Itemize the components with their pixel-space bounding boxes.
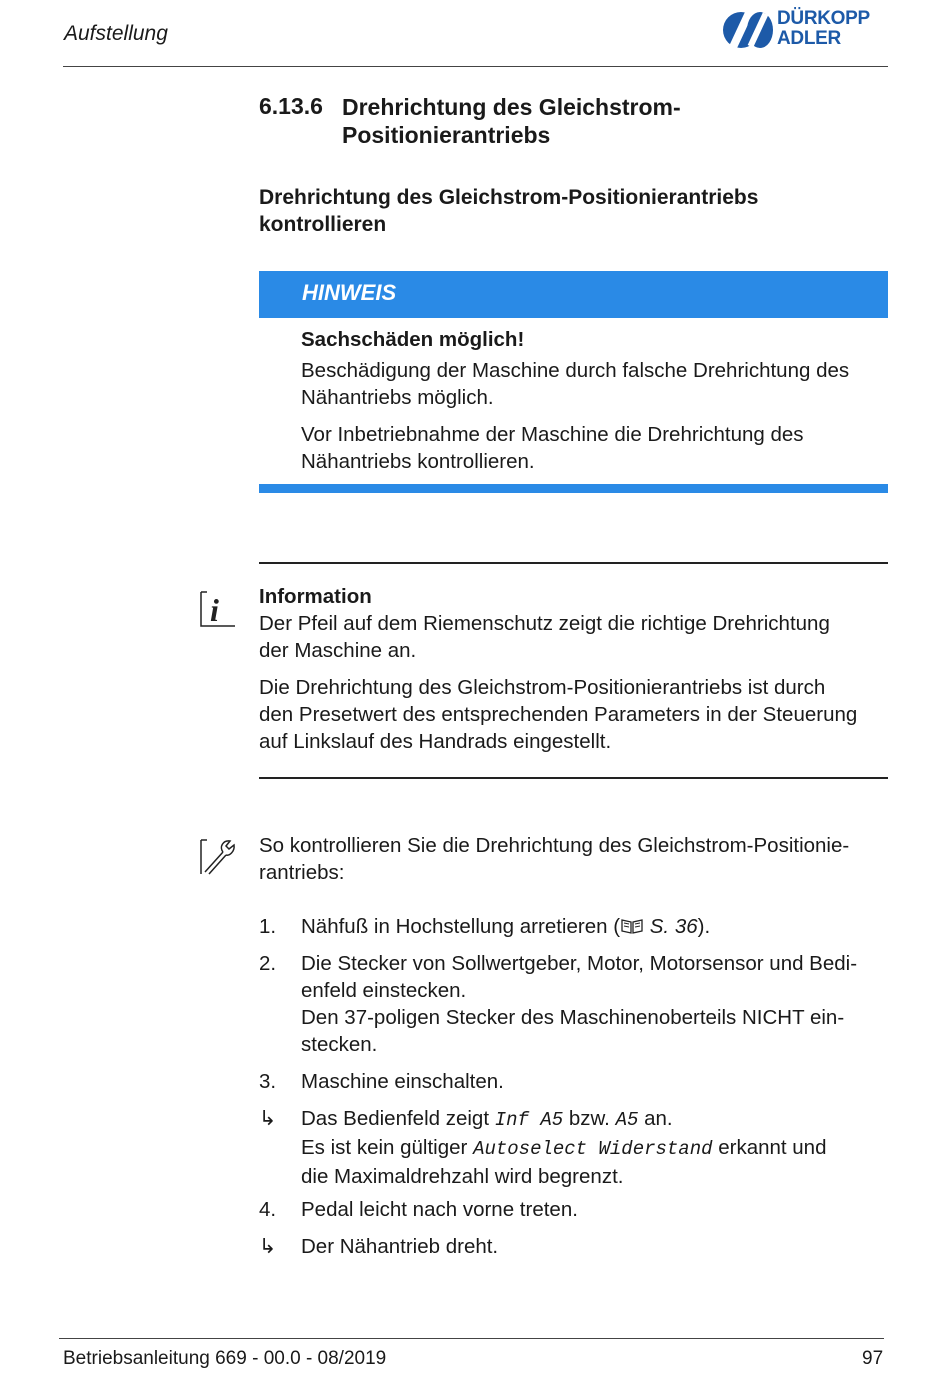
section-title-line2: Positionierantriebs — [342, 122, 551, 148]
info-top-rule — [259, 562, 888, 564]
step-3-number: 3. — [259, 1070, 277, 1093]
step-4-text: Pedal leicht nach vorne treten. — [301, 1198, 578, 1221]
information-body — [259, 583, 889, 765]
r1-pre: Das Bedienfeld zeigt — [301, 1107, 495, 1130]
information-title: Information — [259, 585, 372, 608]
subheading — [259, 184, 879, 238]
intro-line2: rantriebs: — [259, 861, 345, 884]
subheading-line1: Drehrichtung des Gleichstrom-Positionierantriebs — [259, 186, 759, 209]
step-1-end: ). — [697, 915, 711, 938]
r1-l3: die Maximaldrehzahl wird begrenzt. — [301, 1165, 624, 1188]
book-icon — [620, 917, 644, 935]
intro-line1: So kontrollieren Sie die Drehrichtung des Gleichstrom-Positionie- — [259, 834, 850, 857]
r1-mid: bzw. — [563, 1107, 616, 1130]
step-2-text — [301, 950, 891, 1058]
footer-rule — [59, 1338, 884, 1339]
notice-p2-l2: Nähantriebs kontrollieren. — [301, 450, 535, 473]
subheading-line2: kontrollieren — [259, 213, 387, 236]
result-2-text: Der Nähantrieb dreht. — [301, 1235, 499, 1258]
result-arrow-icon: ↳ — [259, 1235, 277, 1258]
result-1-text — [301, 1105, 891, 1190]
r1-l2-pre: Es ist kein gültiger — [301, 1136, 474, 1159]
section-number: 6.13.6 — [259, 93, 323, 119]
header-rule — [63, 66, 888, 67]
step-3-text: Maschine einschalten. — [301, 1070, 504, 1093]
notice-p2-l1: Vor Inbetriebnahme der Maschine die Drehrichtung des — [301, 423, 804, 446]
info-p1-l2: der Maschine an. — [259, 639, 417, 662]
info-p1-l1: Der Pfeil auf dem Riemenschutz zeigt die richtige Drehrichtung — [259, 612, 830, 635]
svg-text:i: i — [210, 592, 219, 628]
instructions-intro — [259, 832, 889, 886]
notice-body — [301, 326, 891, 485]
page-number: 97 — [862, 1348, 884, 1369]
step-2-l1: Die Stecker von Sollwertgeber, Motor, Motorsensor und Bedi- — [301, 952, 858, 975]
result-arrow-icon: ↳ — [259, 1107, 277, 1130]
display-code-3: Autoselect Widerstand — [473, 1138, 713, 1160]
notice-warning: Sachschäden möglich! — [301, 328, 525, 351]
info-p2-l3: auf Linkslauf des Handrads eingestellt. — [259, 730, 612, 753]
logo-text-line2: ADLER — [777, 28, 841, 49]
footer-document-id: Betriebsanleitung 669 - 00.0 - 08/2019 — [63, 1348, 387, 1369]
section-title — [342, 93, 772, 149]
section-title-line1: Drehrichtung des Gleichstrom- — [342, 94, 681, 120]
notice-paragraph-2 — [301, 421, 891, 475]
step-1-main: Nähfuß in Hochstellung arretieren ( — [301, 915, 621, 938]
running-header: Aufstellung — [64, 22, 168, 45]
notice-bottom-bar — [259, 484, 888, 493]
display-code-2: A5 — [615, 1109, 639, 1131]
step-2-number: 2. — [259, 952, 277, 975]
logo-mark-icon — [722, 10, 774, 50]
wrench-icon — [199, 838, 237, 876]
information-paragraph-2 — [259, 674, 889, 755]
step-2-l2: enfeld einstecken. — [301, 979, 467, 1002]
brand-logo — [722, 8, 892, 52]
r1-l2-post: erkannt und — [712, 1136, 827, 1159]
step-4-number: 4. — [259, 1198, 277, 1221]
notice-p1-l2: Nähantriebs möglich. — [301, 386, 494, 409]
page-reference-link[interactable]: S. 36 — [649, 915, 698, 938]
step-1-number: 1. — [259, 915, 277, 938]
notice-p1-l1: Beschädigung der Maschine durch falsche Drehrichtung des — [301, 359, 850, 382]
info-p2-l1: Die Drehrichtung des Gleichstrom-Positionierantriebs ist durch — [259, 676, 826, 699]
info-icon — [199, 590, 237, 628]
logo-text-line1: DÜRKOPP — [777, 8, 870, 29]
info-bottom-rule — [259, 777, 888, 779]
notice-paragraph-1 — [301, 357, 891, 411]
info-p2-l2: den Presetwert des entsprechenden Parameters in der Steuerung — [259, 703, 858, 726]
information-paragraph-1 — [259, 610, 889, 664]
step-2-l4: stecken. — [301, 1033, 378, 1056]
notice-banner — [259, 271, 888, 318]
notice-label: HINWEIS — [302, 280, 397, 305]
r1-post: an. — [638, 1107, 673, 1130]
step-2-l3: Den 37-poligen Stecker des Maschinenoberteils NICHT ein- — [301, 1006, 845, 1029]
step-1-text — [301, 913, 891, 940]
display-code-1: Inf A5 — [494, 1109, 564, 1131]
